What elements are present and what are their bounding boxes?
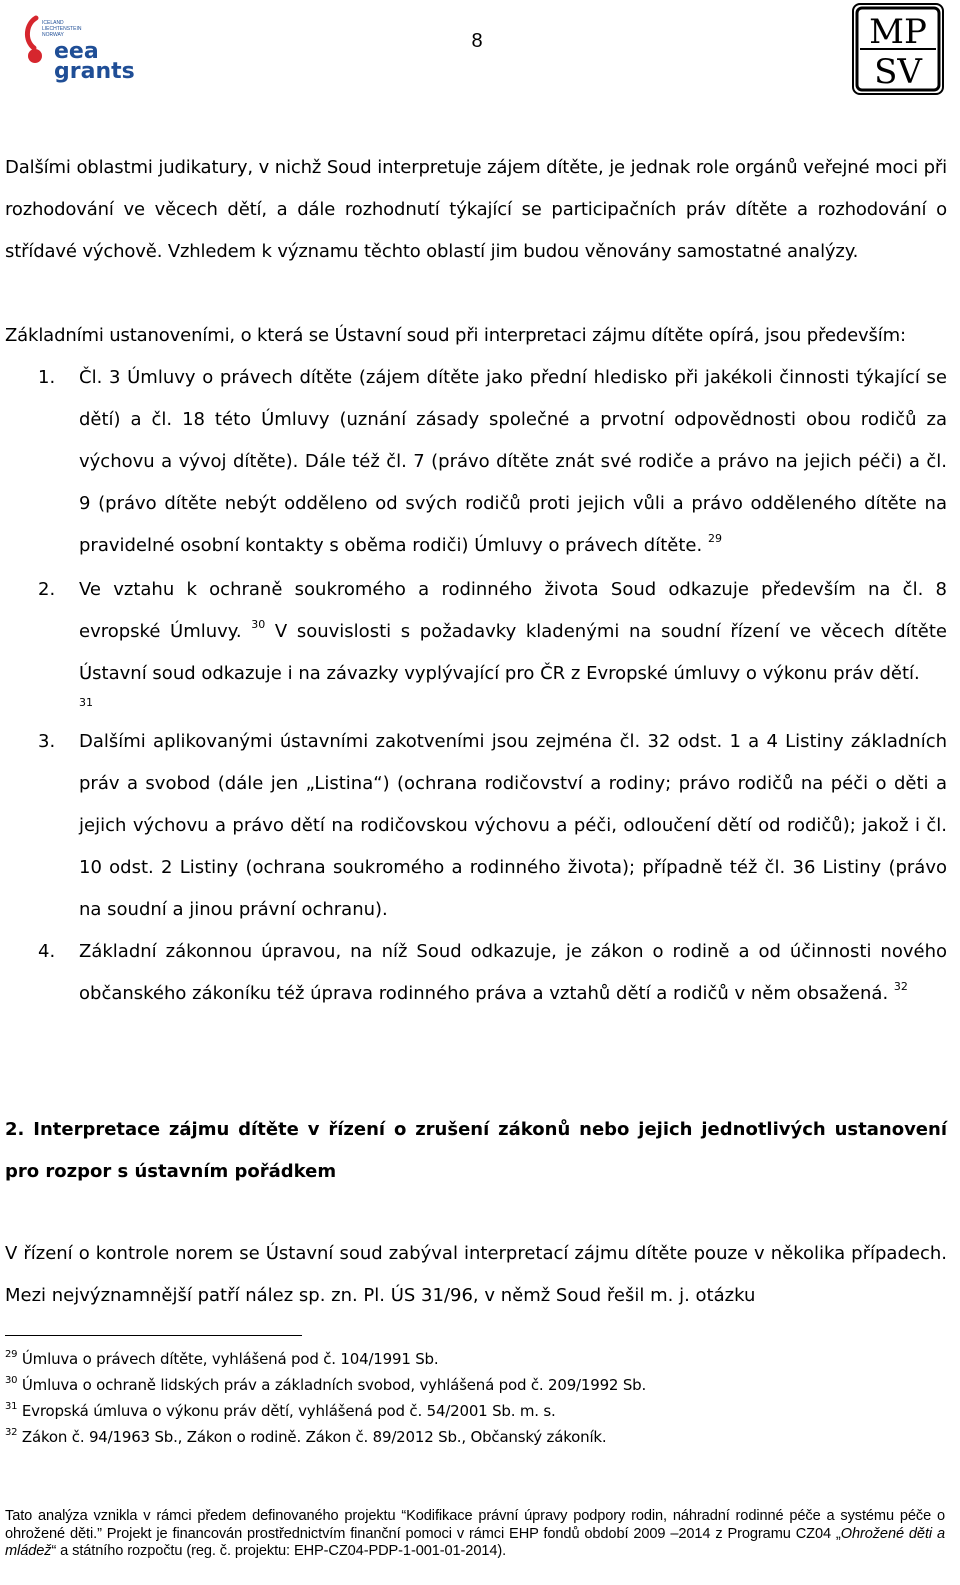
footnote-item xyxy=(5,1424,925,1450)
footnote-separator xyxy=(5,1335,302,1336)
footnote-ref[interactable]: 32 xyxy=(893,980,908,993)
list-number: 2. xyxy=(38,579,56,600)
footnote-number: 29 xyxy=(5,1349,18,1360)
provisions-list xyxy=(5,357,947,1015)
section-heading: 2. Interpretace zájmu dítěte v řízení o zrušení zákonů nebo jejich jednotlivých ustanovení pro rozpor s ústavním pořádkem xyxy=(5,1119,947,1182)
list-item xyxy=(5,721,947,931)
logo-tagline-1: ICELAND xyxy=(42,20,64,26)
footnote-item xyxy=(5,1346,925,1372)
footnote-text: Úmluva o právech dítěte, vyhlášená pod č. 104/1991 Sb. xyxy=(21,1350,439,1368)
list-item-text: Základní zákonnou úpravou, na níž Soud odkazuje, je zákon o rodině a od účinnosti nového občanského zákoníku též úprava rodinného práva a vztahů dětí a rodičů v něm obsažená. xyxy=(79,941,947,1004)
list-item-text: V souvislosti s požadavky kladenými na soudní řízení ve věcech dítěte Ústavní soud odkazuje i na závazky vyplývající pro ČR z Evropské úmluvy o výkonu práv dětí. xyxy=(79,621,947,684)
logo-mp-text: MP xyxy=(869,12,927,52)
list-item-text: Čl. 3 Úmluvy o právech dítěte (zájem dítěte jako přední hledisko při jakékoli činnosti týkající se dětí) a čl. 18 této Úmluvy (uznání zásady společné a prvotní odpovědnosti obou rodičů za výchovu a vývoj dítěte). Dále též čl. 7 (právo dítěte znát své rodiče a právo na jejich péči) a čl. 9 (právo dítěte nebýt odděleno od svých rodičů proti jejich vůli a právo odděleného dítěte na pravidelné osobní kontakty s oběma rodiči) Úmluvy o právech dítěte. xyxy=(79,367,947,556)
logo-sv-text: SV xyxy=(874,52,922,92)
logo-tagline-2: LIECHTENSTEIN xyxy=(42,26,82,32)
list-item xyxy=(5,931,947,1015)
list-number: 1. xyxy=(38,367,56,388)
footnotes xyxy=(5,1346,925,1450)
logo-wordmark-eea: eea xyxy=(54,39,99,64)
logo-tagline-3: NORWAY xyxy=(42,32,64,38)
footer-text: Tato analýza vznikla v rámci předem definovaného projektu “Kodifikace právní úpravy podpory rodin, náhradní rodinné péče a systému péče o ohrožené děti.” Projekt je financován prostřednictvím finanční pomoci v rámci EHP fondů období 2009 –2014 z Programu CZ04 „ xyxy=(5,1508,945,1542)
footnote-ref[interactable]: 31 xyxy=(79,696,93,709)
footnote-item xyxy=(5,1398,925,1424)
footnote-number: 30 xyxy=(5,1375,18,1386)
page-number: 8 xyxy=(471,30,483,52)
eea-grants-logo xyxy=(22,12,142,84)
paragraph-norm-control: V řízení o kontrole norem se Ústavní soud zabýval interpretací zájmu dítěte pouze v několika případech. Mezi nejvýznamnější patří nález sp. zn. Pl. ÚS 31/96, v němž Soud řešil m. j. otázku xyxy=(5,1243,947,1306)
list-item xyxy=(5,569,947,715)
footnote-number: 32 xyxy=(5,1427,18,1438)
footnote-text: Úmluva o ochraně lidských práv a základních svobod, vyhlášená pod č. 209/1992 Sb. xyxy=(21,1376,647,1394)
footnote-item xyxy=(5,1372,925,1398)
list-number: 4. xyxy=(38,941,56,962)
footer-text-end: “ a státního rozpočtu (reg. č. projektu: EHP-CZ04-PDP-1-001-01-2014). xyxy=(51,1543,507,1560)
footnote-ref[interactable]: 30 xyxy=(251,618,266,631)
footnote-number: 31 xyxy=(5,1401,18,1412)
list-item-text: Dalšími aplikovanými ústavními zakotveními jsou zejména čl. 32 odst. 1 a 4 Listiny základních práv a svobod (dále jen „Listina“) (ochrana rodičovství a rodiny; právo rodičů na péči o děti a jejich výchovu a právo dětí na rodičovskou výchovu a péči, odloučení dětí od rodičů); jakož i čl. 10 odst. 2 Listiny (ochrana soukromého a rodinného života); případně též čl. 36 Listiny (právo na soudní a jinou právní ochranu). xyxy=(79,731,947,920)
mpsv-logo xyxy=(852,3,944,95)
footnote-text: Evropská úmluva o výkonu práv dětí, vyhlášená pod č. 54/2001 Sb. m. s. xyxy=(21,1402,556,1420)
project-footer xyxy=(5,1508,945,1561)
footnote-ref[interactable]: 29 xyxy=(707,532,722,545)
paragraph-intro: Dalšími oblastmi judikatury, v nichž Soud interpretuje zájem dítěte, je jednak role orgánů veřejné moci při rozhodování ve věcech dětí, a dále rozhodnutí týkající se participačních práv dítěte a rozhodování o střídavé výchově. Vzhledem k významu těchto oblastí jim budou věnovány samostatné analýzy. xyxy=(5,157,947,262)
list-number: 3. xyxy=(38,731,56,752)
logo-wordmark-grants: grants xyxy=(54,59,135,84)
list-item-text: Ve vztahu k ochraně soukromého a rodinného života Soud odkazuje především na čl. 8 evropské Úmluvy. xyxy=(79,579,947,642)
paragraph-provisions: Základními ustanoveními, o která se Ústavní soud při interpretaci zájmu dítěte opírá, jsou především: xyxy=(5,325,906,346)
list-item xyxy=(5,357,947,567)
footnote-text: Zákon č. 94/1963 Sb., Zákon o rodině. Zákon č. 89/2012 Sb., Občanský zákoník. xyxy=(21,1428,607,1446)
footer-program-name: Ohrožené děti a mládež xyxy=(5,1525,945,1560)
